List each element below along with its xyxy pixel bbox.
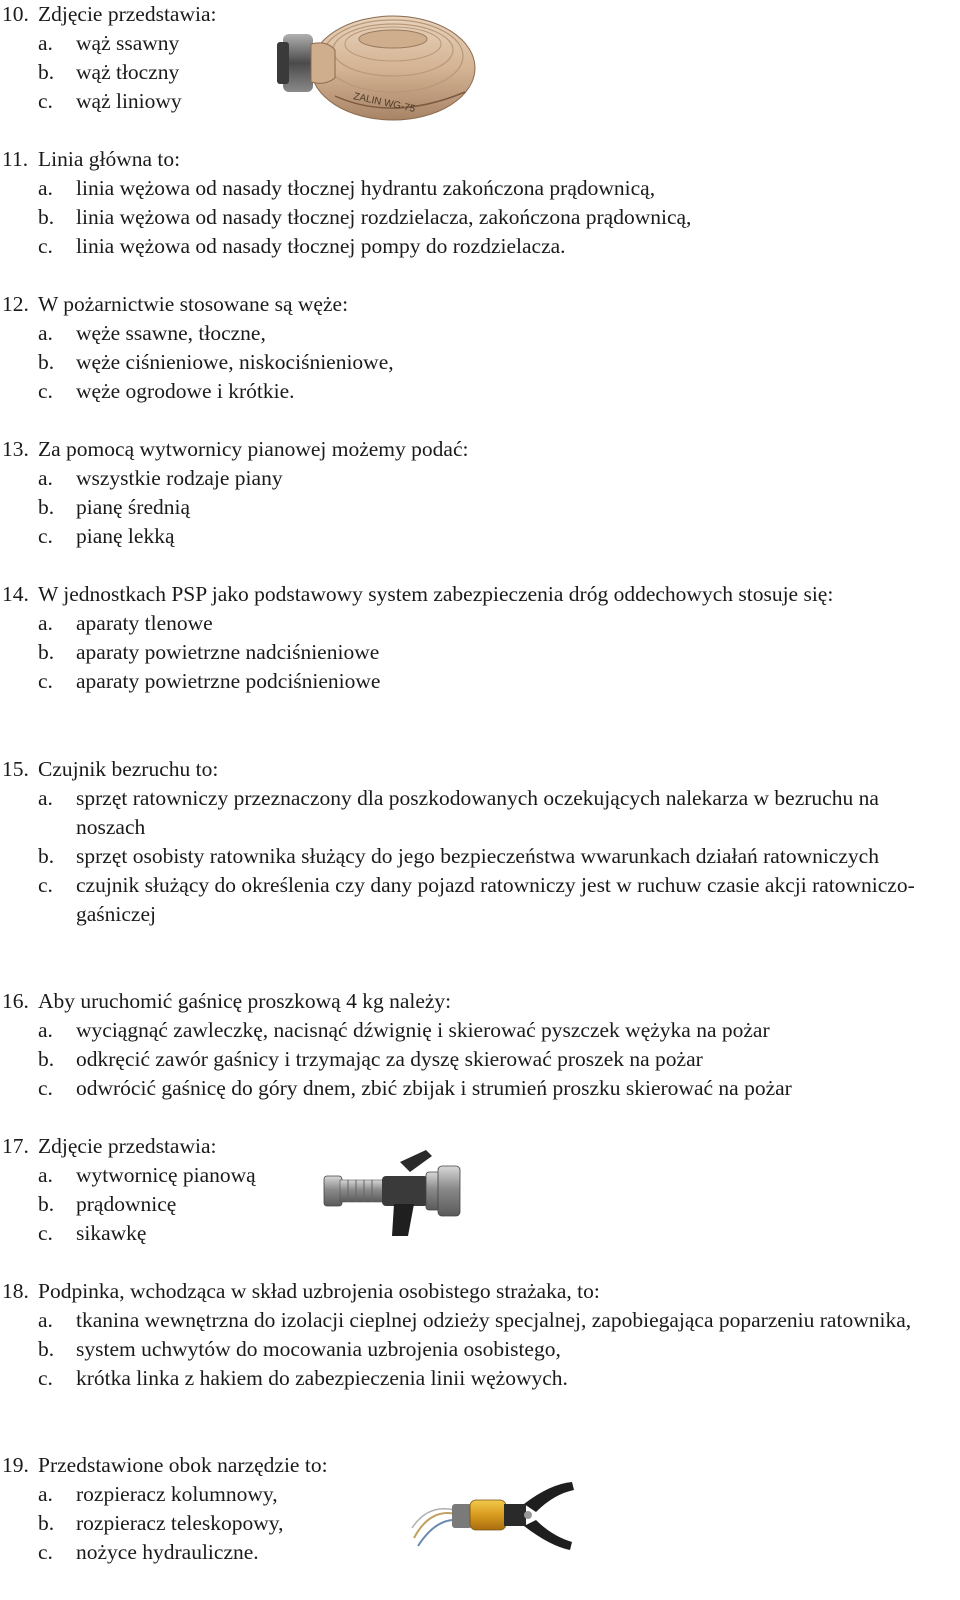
answer-item — [0, 522, 960, 551]
question-10 — [0, 0, 960, 116]
question-number: 12. — [2, 292, 29, 316]
answer-text: rozpieracz kolumnowy, — [76, 1482, 278, 1506]
answer-text: pianę średnią — [76, 495, 191, 519]
answer-item — [0, 58, 960, 87]
question-11 — [0, 145, 960, 261]
question-number: 18. — [2, 1279, 29, 1303]
answer-item — [0, 1016, 960, 1045]
fire-nozzle-svg — [322, 1142, 464, 1240]
answer-text: węże ogrodowe i krótkie. — [76, 379, 295, 403]
question-header — [0, 435, 960, 464]
answer-text: rozpieracz teleskopowy, — [76, 1511, 284, 1535]
question-18 — [0, 1277, 960, 1393]
answer-text: wąż ssawny — [76, 31, 180, 55]
question-text: Czujnik bezruchu to: — [38, 757, 219, 781]
answer-text: sprzęt ratowniczy przeznaczony dla poszkodowanych oczekujących nalekarza w bezruchu na noszach — [76, 786, 879, 839]
answer-text: węże ciśnieniowe, niskociśnieniowe, — [76, 350, 394, 374]
question-number: 17. — [2, 1134, 29, 1158]
question-17 — [0, 1132, 960, 1248]
answer-item — [0, 784, 960, 842]
answer-item — [0, 667, 960, 696]
answer-item — [0, 319, 960, 348]
question-16 — [0, 987, 960, 1103]
answer-letter: b. — [38, 1511, 55, 1535]
answer-letter: c. — [38, 873, 53, 897]
answer-letter: a. — [38, 466, 53, 490]
question-header — [0, 580, 960, 609]
question-15 — [0, 755, 960, 929]
answer-text: wszystkie rodzaje piany — [76, 466, 283, 490]
answer-item — [0, 1161, 960, 1190]
answer-item — [0, 1364, 960, 1393]
answer-letter: b. — [38, 1192, 55, 1216]
question-number: 11. — [2, 147, 29, 171]
answer-item — [0, 871, 960, 929]
question-header — [0, 0, 960, 29]
answer-letter: a. — [38, 176, 53, 200]
question-text: Zdjęcie przedstawia: — [38, 2, 217, 26]
answer-text: linia wężowa od nasady tłocznej rozdzielacza, zakończona prądownicą, — [76, 205, 692, 229]
question-text: Zdjęcie przedstawia: — [38, 1134, 217, 1158]
answer-letter: c. — [38, 1540, 53, 1564]
question-number: 16. — [2, 989, 29, 1013]
hydraulic-cutter-image — [410, 1478, 582, 1554]
question-header — [0, 1277, 960, 1306]
question-header — [0, 1132, 960, 1161]
answer-letter: c. — [38, 669, 53, 693]
question-text: W jednostkach PSP jako podstawowy system zabezpieczenia dróg oddechowych stosuje się: — [38, 582, 834, 606]
answer-letter: b. — [38, 205, 55, 229]
answer-letter: a. — [38, 1482, 53, 1506]
answer-letter: c. — [38, 1221, 53, 1245]
answer-letter: a. — [38, 786, 53, 810]
answer-letter: b. — [38, 1047, 55, 1071]
answer-text: wąż tłoczny — [76, 60, 180, 84]
answer-item — [0, 638, 960, 667]
answer-text: nożyce hydrauliczne. — [76, 1540, 259, 1564]
answer-item — [0, 29, 960, 58]
answer-item — [0, 174, 960, 203]
answer-letter: a. — [38, 1163, 53, 1187]
answer-letter: b. — [38, 844, 55, 868]
answer-item — [0, 203, 960, 232]
svg-text:ZALIN WG-75: ZALIN WG-75 — [352, 91, 417, 115]
question-text: Linia główna to: — [38, 147, 181, 171]
answer-letter: c. — [38, 1366, 53, 1390]
answer-text: system uchwytów do mocowania uzbrojenia osobistego, — [76, 1337, 561, 1361]
answer-item — [0, 377, 960, 406]
answer-letter: b. — [38, 640, 55, 664]
answer-letter: b. — [38, 1337, 55, 1361]
answer-letter: a. — [38, 321, 53, 345]
question-number: 19. — [2, 1453, 29, 1477]
question-13 — [0, 435, 960, 551]
answer-text: aparaty tlenowe — [76, 611, 213, 635]
answer-text: prądownicę — [76, 1192, 177, 1216]
answer-item — [0, 493, 960, 522]
answer-letter: a. — [38, 1018, 53, 1042]
answer-text: tkanina wewnętrzna do izolacji cieplnej odzieży specjalnej, zapobiegająca poparzeniu ratownika, — [76, 1308, 912, 1332]
answer-text: wytwornicę pianową — [76, 1163, 256, 1187]
question-14 — [0, 580, 960, 696]
question-number: 14. — [2, 582, 29, 606]
answer-letter: c. — [38, 234, 53, 258]
answer-letter: c. — [38, 89, 53, 113]
question-header — [0, 145, 960, 174]
answer-item — [0, 609, 960, 638]
answer-text: węże ssawne, tłoczne, — [76, 321, 266, 345]
question-12 — [0, 290, 960, 406]
fire-nozzle-image — [322, 1142, 464, 1240]
fire-hose-roll-svg — [275, 4, 477, 126]
answer-item — [0, 1190, 960, 1219]
answer-text: wyciągnąć zawleczkę, nacisnąć dźwignię i skierować pyszczek wężyka na pożar — [76, 1018, 770, 1042]
question-header — [0, 290, 960, 319]
answer-item — [0, 87, 960, 116]
question-text: Za pomocą wytwornicy pianowej możemy podać: — [38, 437, 469, 461]
answer-item — [0, 348, 960, 377]
answer-text: odkręcić zawór gaśnicy i trzymając za dyszę skierować proszek na pożar — [76, 1047, 703, 1071]
answer-item — [0, 1335, 960, 1364]
question-header — [0, 1451, 960, 1480]
answer-text: wąż liniowy — [76, 89, 182, 113]
answer-item — [0, 1219, 960, 1248]
answer-item — [0, 1074, 960, 1103]
answer-letter: b. — [38, 350, 55, 374]
answer-letter: b. — [38, 60, 55, 84]
answer-letter: a. — [38, 1308, 53, 1332]
answer-text: linia wężowa od nasady tłocznej pompy do rozdzielacza. — [76, 234, 566, 258]
answer-item — [0, 464, 960, 493]
answer-text: aparaty powietrzne nadciśnieniowe — [76, 640, 380, 664]
answer-letter: c. — [38, 379, 53, 403]
answer-item — [0, 842, 960, 871]
question-text: Aby uruchomić gaśnicę proszkową 4 kg należy: — [38, 989, 452, 1013]
answer-text: odwrócić gaśnicę do góry dnem, zbić zbijak i strumień proszku skierować na pożar — [76, 1076, 792, 1100]
question-header — [0, 755, 960, 784]
answer-text: czujnik służący do określenia czy dany pojazd ratowniczy jest w ruchuw czasie akcji ratowniczo-gaśniczej — [76, 873, 915, 926]
answer-item — [0, 232, 960, 261]
answer-text: linia wężowa od nasady tłocznej hydrantu zakończona prądownicą, — [76, 176, 656, 200]
answer-text: sikawkę — [76, 1221, 147, 1245]
question-text: Podpinka, wchodząca w skład uzbrojenia osobistego strażaka, to: — [38, 1279, 600, 1303]
answer-letter: a. — [38, 31, 53, 55]
answer-text: aparaty powietrzne podciśnieniowe — [76, 669, 381, 693]
answer-letter: a. — [38, 611, 53, 635]
fire-hose-roll-image — [275, 4, 477, 126]
answer-text: krótka linka z hakiem do zabezpieczenia linii wężowych. — [76, 1366, 568, 1390]
answer-letter: c. — [38, 524, 53, 548]
question-number: 10. — [2, 2, 29, 26]
answer-item — [0, 1045, 960, 1074]
answer-letter: b. — [38, 495, 55, 519]
question-text: Przedstawione obok narzędzie to: — [38, 1453, 328, 1477]
question-text: W pożarnictwie stosowane są węże: — [38, 292, 349, 316]
answer-letter: c. — [38, 1076, 53, 1100]
answer-text: pianę lekką — [76, 524, 175, 548]
answer-text: sprzęt osobisty ratownika służący do jego bezpieczeństwa wwarunkach działań ratowniczych — [76, 844, 879, 868]
question-number: 13. — [2, 437, 29, 461]
hydraulic-cutter-svg — [410, 1478, 582, 1554]
question-header — [0, 987, 960, 1016]
question-number: 15. — [2, 757, 29, 781]
answer-item — [0, 1306, 960, 1335]
